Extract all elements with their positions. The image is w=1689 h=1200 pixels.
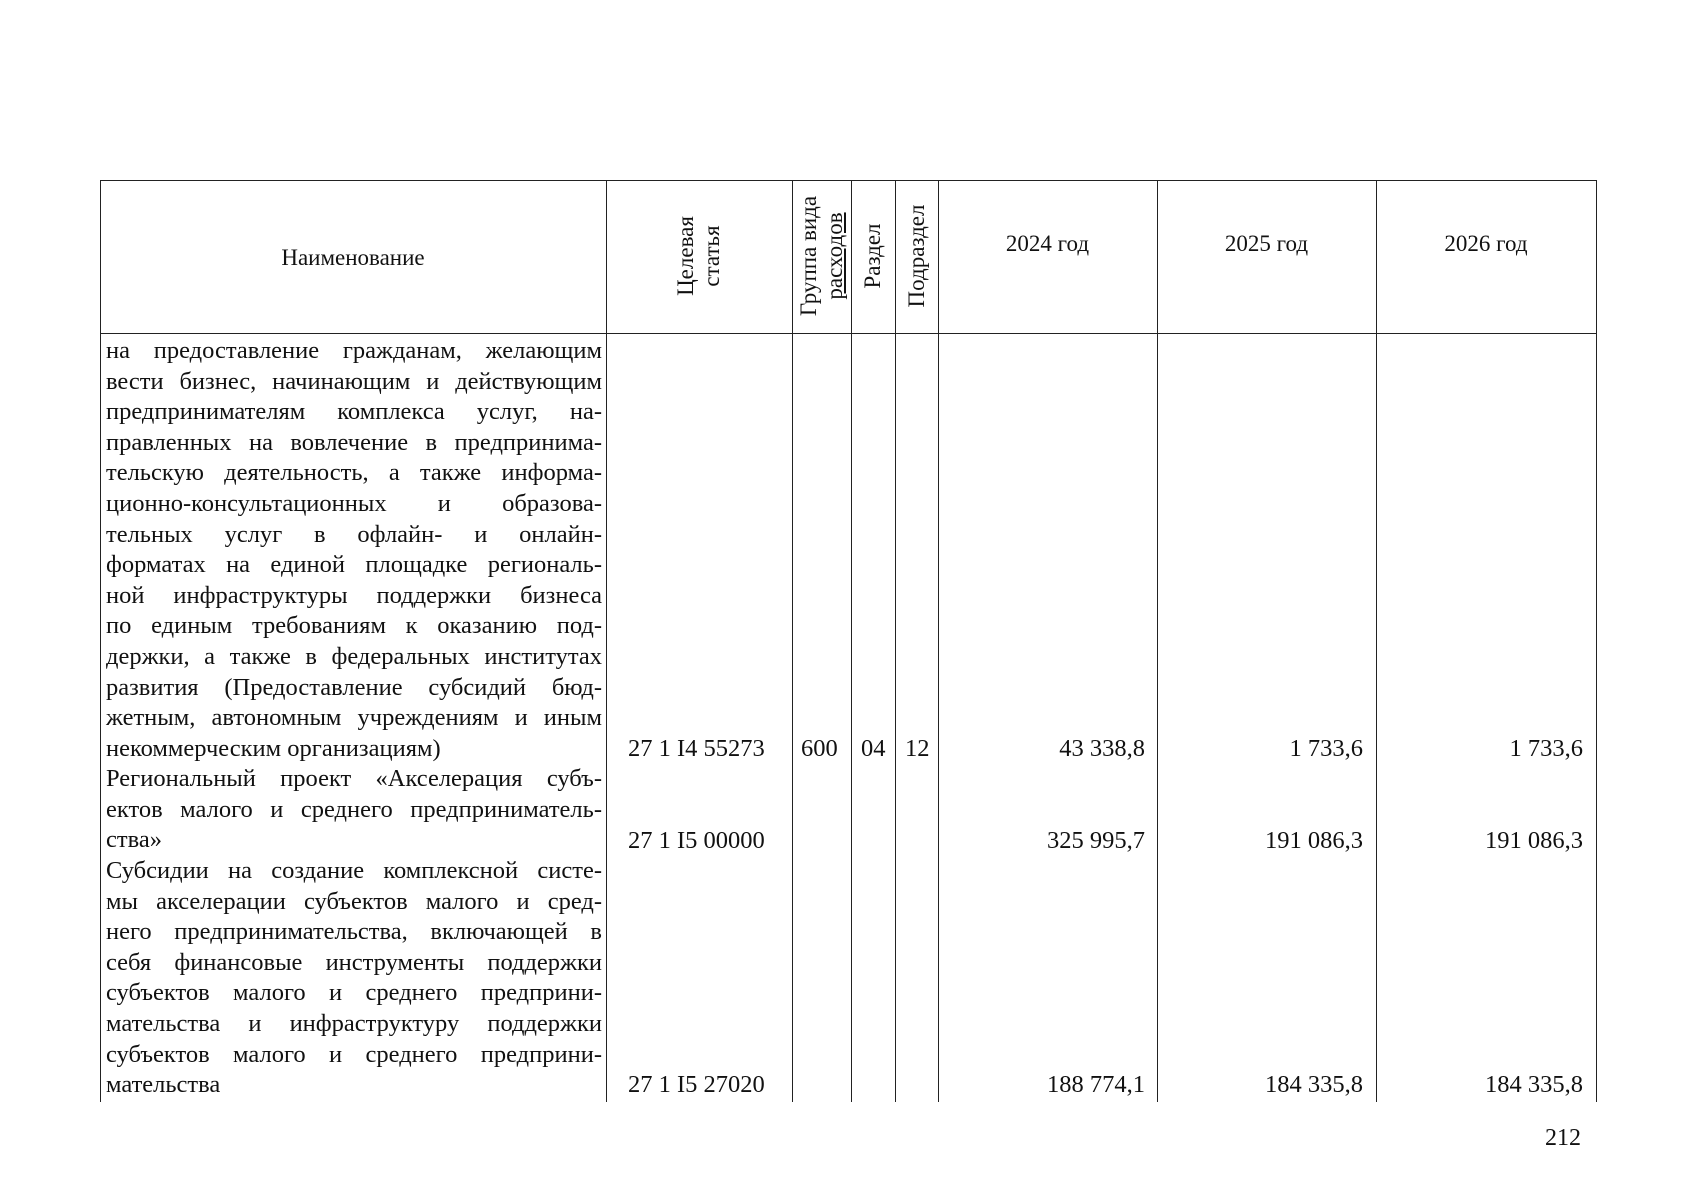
col-border-target-expense xyxy=(792,180,793,1102)
col-border-expense-section xyxy=(851,180,852,1102)
name-line: жетным, автономным учреждениям и иным xyxy=(106,704,602,732)
name-line: тельскую деятельность, а также информа- xyxy=(106,459,602,487)
name-line: Региональный проект «Акселерация субъ- xyxy=(106,765,602,792)
name-line: субъектов малого и среднего предприни- xyxy=(106,979,602,1007)
row1-2026: 1 733,6 xyxy=(1509,735,1583,762)
header-name: Наименование xyxy=(281,245,425,270)
row1-section: 04 xyxy=(861,735,886,762)
name-line: себя финансовые инструменты поддержки xyxy=(106,948,602,976)
header-expense-line1: Группа вида xyxy=(796,195,821,317)
row1-expense-group: 600 xyxy=(801,735,838,762)
page-number: 212 xyxy=(1545,1125,1581,1151)
name-line: по единым требованиям к оказанию под- xyxy=(106,612,602,640)
name-line: Субсидии на создание комплексной систе- xyxy=(106,857,602,884)
row2-2024: 325 995,7 xyxy=(1047,827,1145,854)
table-top-border xyxy=(100,180,1596,181)
name-line: ной инфраструктуры поддержки бизнеса xyxy=(106,581,602,609)
header-target-line2: статья xyxy=(699,225,724,287)
row1-target-article: 27 1 I4 55273 xyxy=(628,735,765,762)
row2-2026: 191 086,3 xyxy=(1485,827,1583,854)
header-subsection: Подраздел xyxy=(904,204,929,308)
header-2024: 2024 год xyxy=(1005,231,1090,256)
name-line: вести бизнес, начинающим и действующим xyxy=(106,367,602,395)
row1-subsection: 12 xyxy=(905,735,930,762)
header-target-article xyxy=(673,216,725,296)
name-line: правленных на вовлечение в предпринима- xyxy=(106,428,602,456)
name-line: субъектов малого и среднего предприни- xyxy=(106,1040,602,1068)
name-line: ционно-консультационных и образова- xyxy=(106,489,602,517)
name-line: предпринимателям комплекса услуг, на- xyxy=(106,398,602,426)
row2-2025: 191 086,3 xyxy=(1265,827,1363,854)
row2-target-article: 27 1 I5 00000 xyxy=(628,827,765,854)
header-expense-line2: расходов xyxy=(822,212,847,300)
col-border-left xyxy=(100,180,101,1102)
name-line: развития (Предоставление субсидий бюд- xyxy=(106,673,602,701)
row3-target-article: 27 1 I5 27020 xyxy=(628,1071,765,1098)
header-section: Раздел xyxy=(860,223,885,289)
name-line: держки, а также в федеральных институтах xyxy=(106,642,602,670)
name-line: ектов малого и среднего предприниматель- xyxy=(106,795,602,823)
header-2026: 2026 год xyxy=(1444,231,1528,256)
row3-2024: 188 774,1 xyxy=(1047,1071,1145,1098)
col-border-2024-2025 xyxy=(1157,180,1158,1102)
name-line: ства» xyxy=(106,826,162,854)
name-line: форматах на единой площадке региональ- xyxy=(106,551,602,579)
col-border-section-subsection xyxy=(895,180,896,1102)
col-border-right xyxy=(1596,180,1597,1102)
row3-2025: 184 335,8 xyxy=(1265,1071,1363,1098)
header-2025: 2025 год xyxy=(1224,231,1309,256)
name-line: тельных услуг в офлайн- и онлайн- xyxy=(106,520,602,548)
row1-2024: 43 338,8 xyxy=(1059,735,1145,762)
header-target-line1: Целевая xyxy=(673,216,698,296)
name-line: на предоставление гражданам, желающим xyxy=(106,337,602,364)
col-border-name-target xyxy=(606,180,607,1102)
col-border-subsection-2024 xyxy=(938,180,939,1102)
header-expense-group xyxy=(796,196,848,316)
row3-name xyxy=(106,856,602,1101)
name-line: некоммерческим организациям) xyxy=(106,734,441,762)
name-line: мы акселерации субъектов малого и сред- xyxy=(106,887,602,915)
col-border-2025-2026 xyxy=(1376,180,1377,1102)
row2-name xyxy=(106,764,602,856)
name-line: него предпринимательства, включающей в xyxy=(106,918,602,946)
header-bottom-border xyxy=(100,333,1596,334)
row1-2025: 1 733,6 xyxy=(1289,735,1363,762)
row3-2026: 184 335,8 xyxy=(1485,1071,1583,1098)
row1-name xyxy=(106,336,602,764)
name-line: мательства xyxy=(106,1071,221,1099)
name-line: мательства и инфраструктуру поддержки xyxy=(106,1009,602,1037)
